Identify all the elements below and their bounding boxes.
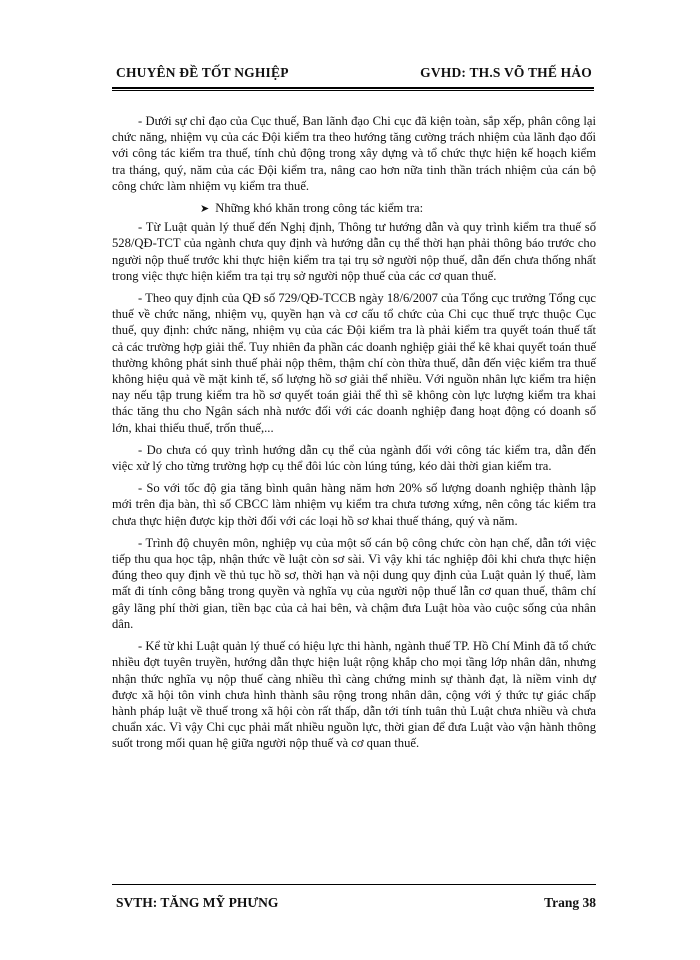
header-title: CHUYÊN ĐỀ TỐT NGHIỆP <box>116 65 289 80</box>
paragraph-6: - Trình độ chuyên môn, nghiệp vụ của một số cán bộ công chức còn hạn chế, dẫn tới việc tiếp thu qua học tập, nhận thức về luật còn sơ sài. Vì vậy khi tác nghiệp đôi khi chưa thực hiện đúng theo quy định về thủ tục hồ sơ, thời hạn và nội dung quy định của Luật quản lý thuế, làm mất đi tính công bằng trong quyền và nghĩa vụ của người nộp thuế lẫn cơ quan thuế, thâm chí gây lãng phí thời gian, tiền bạc của cả hai bên, và chậm đưa Luật hòa vào cuộc sống của nhân dân. <box>112 535 596 631</box>
paragraph-7: - Kể từ khi Luật quản lý thuế có hiệu lực thi hành, ngành thuế TP. Hồ Chí Minh đã tổ chức nhiều đợt tuyên truyền, hướng dẫn thực hiện luật rộng khắp cho mọi tầng lớp nhân dân, nhưng nhận thức nghĩa vụ nộp thuế càng nhiều thì càng chứng minh sự thành đạt, là niềm vinh dự được xã hội tôn vinh chưa hình thành sâu rộng trong nhân dân, cộng với ý thức tự giác chấp hành pháp luật về thuế trong xã hội còn rất thấp, dẫn tới tính tuân thủ Luật chưa nhiều và chưa chuẩn xác. Vì vậy Chi cục phải mất nhiều nguồn lực, thời gian để đưa Luật vào vận hành thông suốt trong mối quan hệ giữa người nộp thuế và cơ quan thuế. <box>112 639 596 751</box>
header-divider-thin <box>112 90 594 91</box>
header-divider <box>112 87 594 89</box>
page-header <box>112 63 594 85</box>
paragraph-3: - Theo quy định của QĐ số 729/QĐ-TCCB ngày 18/6/2007 của Tổng cục trưởng Tổng cục thuế về chức năng, nhiệm vụ, quyền hạn và cơ cấu tổ chức của Chi cục thuế trực thuộc Cục thuế, quy định: chức năng, nhiệm vụ của các Đội kiểm tra là phải kiểm tra quyết toán thuế tất cả các trường hợp giải thể. Tuy nhiên đa phần các doanh nghiệp giải thể kê khai quyết toán thuế thường không phát sinh thuế phải nộp thêm, thậm chí còn thừa thuế, dẫn đến việc kiểm tra thuế không hiệu quả về mặt kinh tế, số lượng hồ sơ giải thể nhiều. Với nguồn nhân lực kiểm tra hiện nay nếu tập trung kiểm tra hồ sơ quyết toán giải thể thì sẽ không còn lực lượng kiểm tra khai thác tăng thu cho Ngân sách nhà nước đối với các doanh nghiệp đang hoạt động có doanh số lớn, khai thiếu thuế, trốn thuế,... <box>112 291 596 435</box>
footer-divider <box>112 884 596 885</box>
subheading-difficulties <box>112 200 596 217</box>
paragraph-1: - Dưới sự chỉ đạo của Cục thuế, Ban lãnh đạo Chi cục đã kiện toàn, sắp xếp, phân công lại chức năng, nhiệm vụ của các Đội kiểm tra theo hướng tăng cường trách nhiệm của lãnh đạo đối với công tác kiểm tra thuế, tính chủ động trong xây dựng và tổ chức thực hiện kế hoạch kiểm tra tháng, quý, năm của các Đội kiểm tra, nâng cao hơn nữa tinh thần trách nhiệm của cán bộ công chức làm nhiệm vụ kiểm tra thuế. <box>112 114 596 193</box>
paragraph-5: - So với tốc độ gia tăng bình quân hàng năm hơn 20% số lượng doanh nghiệp thành lập mới trên địa bàn, thì số CBCC làm nhiệm vụ kiểm tra chưa tương xứng, nên công tác kiểm tra chưa thực hiện được kịp thời đối với các loại hồ sơ khai thuế tháng, quý và năm. <box>112 481 596 528</box>
page-footer <box>112 893 596 915</box>
paragraph-2: - Từ Luật quản lý thuế đến Nghị định, Thông tư hướng dẫn và quy trình kiểm tra thuế số 528/QĐ-TCT của ngành chưa quy định và hướng dẫn cụ thể thời hạn phải thông báo trước cho người nộp thuế trước khi thực hiện kiểm tra tại trụ sở người nộp thuế, dẫn đến chưa thống nhất trong việc thực hiện kiểm tra tại trụ sở người nộp thuế của các cơ quan thuế. <box>112 220 596 283</box>
arrow-bullet-icon: ➤ <box>200 203 210 216</box>
page-number: Trang 38 <box>544 895 596 910</box>
paragraph-4: - Do chưa có quy trình hướng dẫn cụ thể của ngành đối với công tác kiểm tra, dẫn đến việc xử lý cho từng trường hợp cụ thể đôi lúc còn lúng túng, kéo dài thời gian kiểm tra. <box>112 442 596 474</box>
header-advisor: GVHD: TH.S VÕ THẾ HẢO <box>420 65 592 80</box>
footer-student: SVTH: TĂNG MỸ PHƯNG <box>116 895 279 910</box>
subheading-text: Những khó khăn trong công tác kiểm tra: <box>215 201 424 216</box>
body-text <box>112 113 596 758</box>
